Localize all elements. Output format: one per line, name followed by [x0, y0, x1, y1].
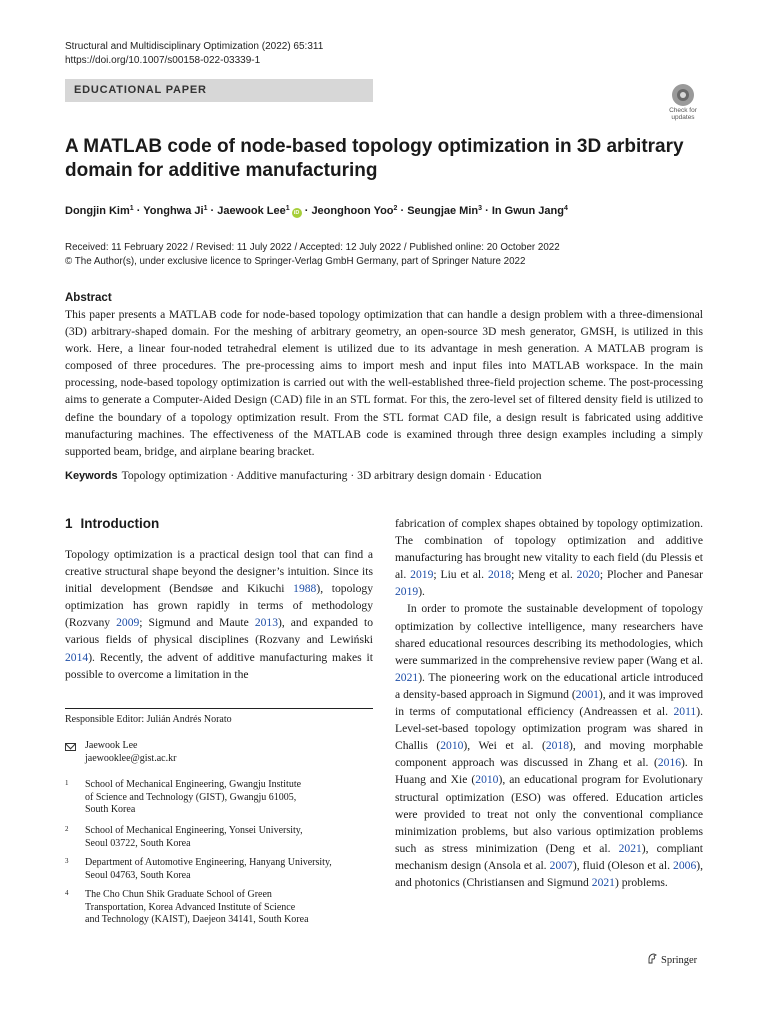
keywords [65, 468, 705, 484]
contact-email[interactable]: jaewooklee@gist.ac.kr [85, 752, 177, 764]
body-text-run: fabrication of complex shapes obtained by topology optimization. The combination of topology optimization and additive manufacturing has brought new vitality to each field (du Plessis et al. [395, 517, 703, 582]
copyright-notice: © The Author(s), under exclusive licence to Springer-Verlag GmbH Germany, part of Springer Nature 2022 [65, 256, 526, 267]
affiliation-line: and Technology (KAIST), Daejeon 34141, South Korea [85, 914, 309, 925]
body-text-run: ). In Huang and Xie ( [395, 756, 703, 787]
check-for-updates-badge[interactable] [663, 84, 703, 124]
author-separator: · [133, 205, 144, 217]
affiliation-number: 2 [65, 825, 69, 833]
affiliation-line: Transportation, Korea Advanced Institute of Science [85, 901, 296, 913]
citation-link[interactable]: 2007 [549, 858, 573, 872]
affiliation-line: South Korea [85, 804, 136, 815]
body-column-left [65, 546, 373, 683]
check-updates-icon [672, 84, 694, 106]
body-text-run: ), topology optimization has grown rapidly in terms of methodology (Rozvany [65, 582, 373, 630]
citation-link[interactable]: 2016 [657, 756, 682, 770]
citation-link[interactable]: 2019 [410, 568, 434, 582]
body-text-run: ), and moving morphable component approach was discussed in Zhang et al. ( [395, 739, 703, 770]
body-text-run: ), fluid (Oleson et al. [572, 858, 674, 872]
author-list [65, 203, 705, 219]
mail-icon [65, 743, 76, 751]
body-text-run: In order to promote the sustainable development of topology optimization by collective intelligence, many researchers have shared educational resources describing its methodologies, which were summarized in the comprehensive review paper (Wang et al. [395, 602, 703, 667]
citation-link[interactable]: 2021 [591, 875, 615, 889]
orcid-icon[interactable]: iD [292, 208, 302, 218]
abstract-heading: Abstract [65, 292, 112, 304]
author-name[interactable]: Jeonghoon Yoo [311, 205, 394, 217]
author-affiliation-mark: 3 [478, 205, 483, 212]
citation-link[interactable]: 2010 [440, 739, 464, 753]
body-text-run: ), compliant mechanism design (Ansola et al. [395, 841, 703, 872]
author-affiliation-mark: 1 [203, 205, 208, 212]
citation-link[interactable]: 2018 [487, 568, 512, 582]
author-name[interactable]: Seungjae Min [407, 205, 479, 217]
author-affiliation-mark: 4 [563, 205, 568, 212]
body-text-run: Topology optimization is a practical design tool that can find a creative structural shape beyond the designer’s intuition. Since its initial development (Bendsøe and Kikuchi [65, 548, 373, 596]
citation-link[interactable]: 2021 [395, 670, 419, 684]
check-updates-label: Check for updates [669, 107, 697, 121]
author-affiliation-mark: 1 [285, 205, 290, 212]
body-text-run: ). The pioneering work on the educational article introduced a density-based approach in Sigmund ( [395, 670, 703, 701]
footnote-divider [65, 708, 373, 709]
paper-type-banner [65, 79, 373, 102]
body-text-run: ). Level-set-based topology optimization program was shared in Challis ( [395, 705, 703, 753]
affiliation-line: Seoul 04763, South Korea [85, 869, 191, 881]
citation-link[interactable]: 2019 [395, 585, 419, 599]
affiliation-line: School of Mechanical Engineering, Gwangju Institute [85, 779, 302, 790]
publisher-mark [648, 953, 697, 968]
body-text-run: ), an educational program for Evolutionary structural optimization (ESO) was offered. Education articles were provided to treat not only the conventional compliance minimization problems, but also various optimization problems such as stress minimization (Deng et al. [395, 773, 703, 855]
author-separator: · [397, 205, 408, 217]
section-number: 1 [65, 516, 73, 531]
citation-link[interactable]: 2018 [545, 739, 569, 753]
citation-link[interactable]: 2013 [254, 616, 278, 630]
body-text-run: ), Wei et al. ( [463, 739, 546, 753]
paper-type-label: EDUCATIONAL PAPER [74, 84, 207, 96]
author-name[interactable]: Yonghwa Ji [143, 205, 204, 217]
affiliation-line: The Cho Chun Shik Graduate School of Green [85, 889, 272, 900]
citation-link[interactable]: 2020 [576, 568, 600, 582]
citation-link[interactable]: 2011 [673, 705, 697, 719]
springer-horse-icon [648, 953, 657, 964]
body-text-run: ; Liu et al. [433, 568, 488, 582]
author-affiliation-mark: 1 [129, 205, 134, 212]
keywords-label: Keywords [65, 470, 118, 482]
author-separator: · [482, 205, 492, 217]
body-paragraph [65, 546, 373, 683]
publisher-name: Springer [661, 955, 698, 966]
body-text-run: ). [418, 585, 425, 599]
author-separator: · [301, 205, 312, 217]
abstract-text: This paper presents a MATLAB code for node-based topology optimization that can handle a design problem with a three-dimensional (3D) arbitrary-shaped domain. For the meshing of arbitrary geometry, an open-source 3D mesh generator, GMSH, is utilized in this work. Here, a linear four-noded tetrahedral element is utilized due to its advantage in mesh generation. A MATLAB program is composed of three procedures. The pre-processing aims to import mesh and input files into MATLAB workspace. In the main processing, node-based topology optimization is carried out with the well-established three-field projection scheme. The post-processing aims to generate a Computer-Aided Design (CAD) file in an STL format. For this, the zero-level set of filtered density field is utilized to define the boundary of a topology optimization result. From the STL format CAD file, a design result is fabricated using additive manufacturing machines. The effectiveness of the MATLAB code is examined through three design examples including a simply supported beam, bridge, and airplane bearing bracket. [65, 308, 703, 458]
journal-citation: Structural and Multidisciplinary Optimization (2022) 65:311 [65, 41, 324, 52]
body-text-run: ). Recently, the advent of additive manufacturing makes it possible to overcome a limitation in the [65, 650, 373, 681]
citation-link[interactable]: 2021 [618, 841, 642, 855]
affiliation-line: Department of Automotive Engineering, Hanyang University, [85, 857, 332, 868]
section-title: Introduction [80, 516, 160, 531]
affiliation-line: School of Mechanical Engineering, Yonsei University, [85, 825, 303, 836]
responsible-editor: Responsible Editor: Julián Andrés Norato [65, 714, 232, 725]
body-text-run: ), and photonics (Christiansen and Sigmund [395, 858, 703, 889]
body-paragraph [395, 515, 703, 600]
author-name[interactable]: Jaewook Lee [217, 205, 286, 217]
author-separator: · [207, 205, 218, 217]
author-affiliation-mark: 2 [393, 205, 398, 212]
doi-link[interactable]: https://doi.org/10.1007/s00158-022-03339-1 [65, 55, 261, 66]
affiliation-number: 3 [65, 857, 69, 865]
citation-link[interactable]: 2009 [116, 616, 140, 630]
author-name[interactable]: In Gwun Jang [491, 205, 564, 217]
citation-link[interactable]: 2014 [65, 650, 89, 664]
body-text-run: ; Meng et al. [511, 568, 577, 582]
keywords-text: Topology optimization · Additive manufacturing · 3D arbitrary design domain · Education [121, 469, 542, 482]
body-text-run: ) problems. [614, 875, 668, 889]
affiliation-number: 1 [65, 779, 69, 787]
section-heading [65, 515, 159, 533]
body-paragraph [395, 600, 703, 891]
author-name[interactable]: Dongjin Kim [65, 205, 130, 217]
body-text-run: ), and it was improved in terms of computational efficiency (Andreassen et al. [395, 687, 703, 719]
citation-link[interactable]: 2006 [673, 858, 697, 872]
affiliation-line: of Science and Technology (GIST), Gwangju 61005, [85, 791, 297, 803]
paper-title: A MATLAB code of node-based topology optimization in 3D arbitrary domain for additive manufacturing [65, 136, 684, 181]
affiliation-line: Seoul 03722, South Korea [85, 837, 191, 849]
citation-link[interactable]: 2001 [575, 687, 599, 701]
body-text-run: ), and expanded to various fields of physical disciplines (Rozvany and Lewiński [65, 616, 373, 647]
body-column-right [395, 515, 703, 891]
body-text-run: ; Plocher and Panesar [599, 568, 703, 582]
affiliation-number: 4 [65, 889, 69, 897]
citation-link[interactable]: 1988 [293, 582, 317, 596]
citation-link[interactable]: 2010 [475, 773, 499, 787]
publication-dates: Received: 11 February 2022 / Revised: 11 July 2022 / Accepted: 12 July 2022 / Published online: 20 October 2022 [65, 242, 560, 253]
body-text-run: ; Sigmund and Maute [139, 616, 255, 630]
contact-name: Jaewook Lee [85, 740, 138, 751]
